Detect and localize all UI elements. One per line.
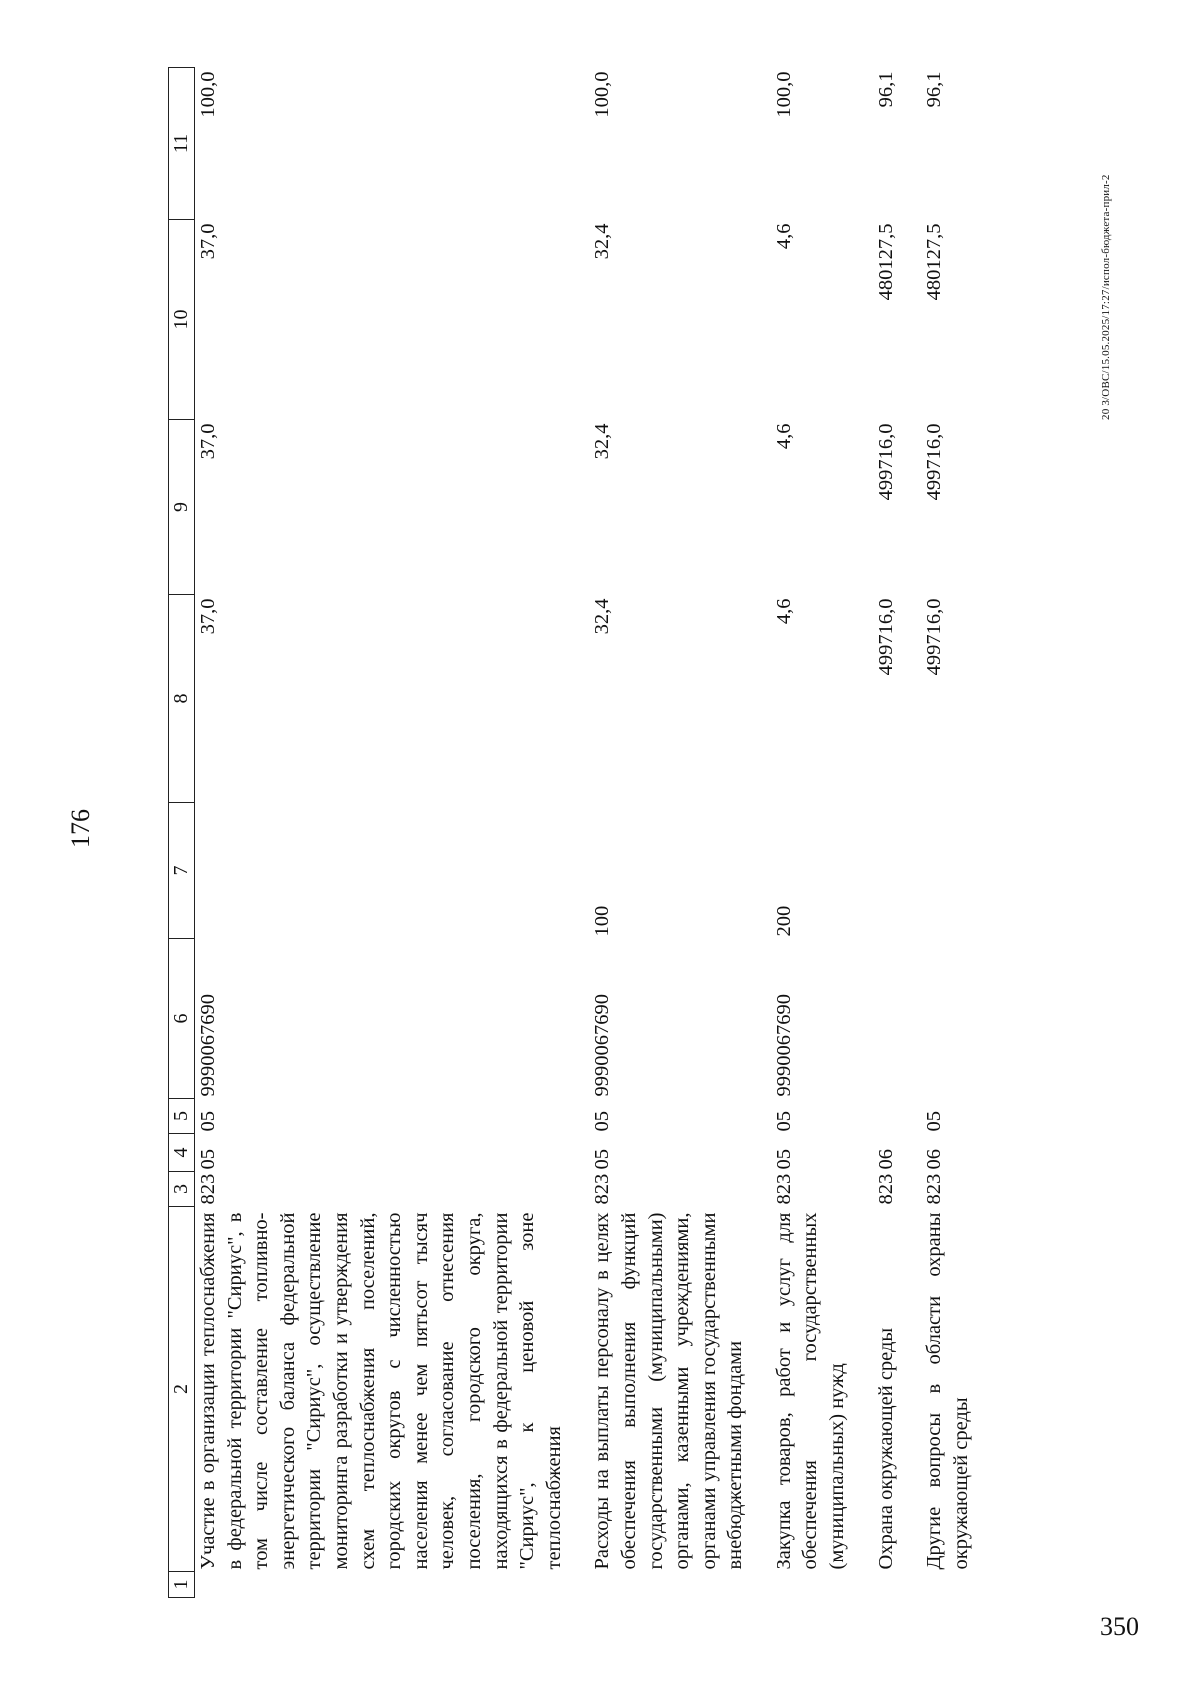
row-c3: 823 (923, 1173, 946, 1205)
row-c10: 480127,5 (923, 223, 946, 301)
col-header-6: 6 (169, 939, 195, 1099)
row-c7 (921, 803, 974, 939)
col-header-11: 11 (169, 68, 195, 220)
row-name: Участие в организации теплоснабжения в федеральной территории "Сириус", в том числе составление топливно-энергетического баланса федеральной территории "Сириус", осуществление мониторинга разработки и утверждения схем теплоснабжения поселений, городских округов с численностью населения менее чем пятьсот тысяч человек, согласование отнесения поселения, городского округа, находящихся в федеральной территории "Сириус", к ценовой зоне теплоснабжения (197, 1212, 565, 1570)
row-c5: 05 (591, 1111, 614, 1132)
row-c7 (873, 803, 922, 939)
col-header-8: 8 (169, 595, 195, 803)
row-c5: 05 (197, 1111, 219, 1132)
row-c4: 05 (772, 1149, 795, 1170)
row-c5 (873, 1099, 922, 1134)
col-header-4: 4 (169, 1134, 195, 1172)
table-row (921, 68, 974, 1598)
col-header-1: 1 (169, 1572, 195, 1598)
row-c6: 9990067690 (197, 994, 219, 1097)
row-col1 (873, 1572, 922, 1598)
row-c7: 200 (772, 905, 795, 937)
budget-table (168, 68, 974, 1598)
table-row (195, 68, 590, 1598)
row-name: Расходы на выплаты персоналу в целях обеспечения выполнения функций государственными (муниципальными) органами, казенными учреждениями, органами управления государственными внебюджетными фондами (591, 1212, 747, 1570)
row-c6: 9990067690 (772, 994, 795, 1097)
row-c8: 499716,0 (923, 598, 946, 676)
row-c10: 480127,5 (874, 223, 897, 301)
row-name: Охрана окружающей среды (874, 1327, 897, 1570)
col-header-3: 3 (169, 1172, 195, 1207)
row-c5: 05 (772, 1111, 795, 1132)
row-c10: 32,4 (591, 223, 614, 260)
row-c11: 96,1 (923, 71, 946, 108)
table-row (873, 68, 922, 1598)
row-col1 (771, 1572, 873, 1598)
col-header-9: 9 (169, 420, 195, 595)
row-c3: 823 (772, 1173, 795, 1205)
row-c9: 32,4 (591, 423, 614, 460)
table-row (771, 68, 873, 1598)
footer-code: 20 3/ОВС/15.05.2025/17:27/испол-бюджета-прил-2 (1100, 174, 1112, 420)
row-col1 (589, 1572, 771, 1598)
row-name: Другие вопросы в области охраны окружающей среды (923, 1212, 972, 1570)
table-row (589, 68, 771, 1598)
col-header-5: 5 (169, 1099, 195, 1134)
row-c6: 9990067690 (591, 994, 614, 1097)
row-c4: 06 (874, 1149, 897, 1170)
col-header-2: 2 (169, 1207, 195, 1572)
row-col1 (921, 1572, 974, 1598)
row-c9: 37,0 (197, 423, 219, 460)
row-c8: 37,0 (197, 598, 219, 635)
row-c6 (873, 939, 922, 1099)
row-c10: 37,0 (197, 223, 219, 260)
row-c6 (921, 939, 974, 1099)
row-c4: 05 (591, 1149, 614, 1170)
row-c8: 499716,0 (874, 598, 897, 676)
row-c11: 100,0 (197, 71, 219, 118)
row-c10: 4,6 (772, 223, 795, 250)
row-c11: 100,0 (591, 71, 614, 118)
row-c3: 823 (874, 1173, 897, 1205)
row-c4: 06 (923, 1149, 946, 1170)
sheet-number: 350 (1100, 1612, 1139, 1641)
row-c3: 823 (197, 1173, 219, 1205)
row-c11: 100,0 (772, 71, 795, 118)
row-c5: 05 (923, 1111, 946, 1132)
row-col1 (195, 1572, 590, 1598)
page-number: 176 (66, 809, 95, 848)
row-c7 (195, 803, 590, 939)
row-c11: 96,1 (874, 71, 897, 108)
col-header-10: 10 (169, 220, 195, 420)
row-c8: 32,4 (591, 598, 614, 635)
row-c7: 100 (591, 905, 614, 937)
row-c9: 499716,0 (874, 423, 897, 501)
row-c3: 823 (591, 1173, 614, 1205)
budget-table-grid (168, 67, 974, 1598)
col-header-7: 7 (169, 803, 195, 939)
row-c9: 4,6 (772, 423, 795, 450)
row-c4: 05 (197, 1149, 219, 1170)
row-name: Закупка товаров, работ и услуг для обеспечения государственных (муниципальных) нужд (772, 1212, 849, 1570)
row-c9: 499716,0 (923, 423, 946, 501)
row-c8: 4,6 (772, 598, 795, 625)
column-number-row (169, 68, 195, 1598)
